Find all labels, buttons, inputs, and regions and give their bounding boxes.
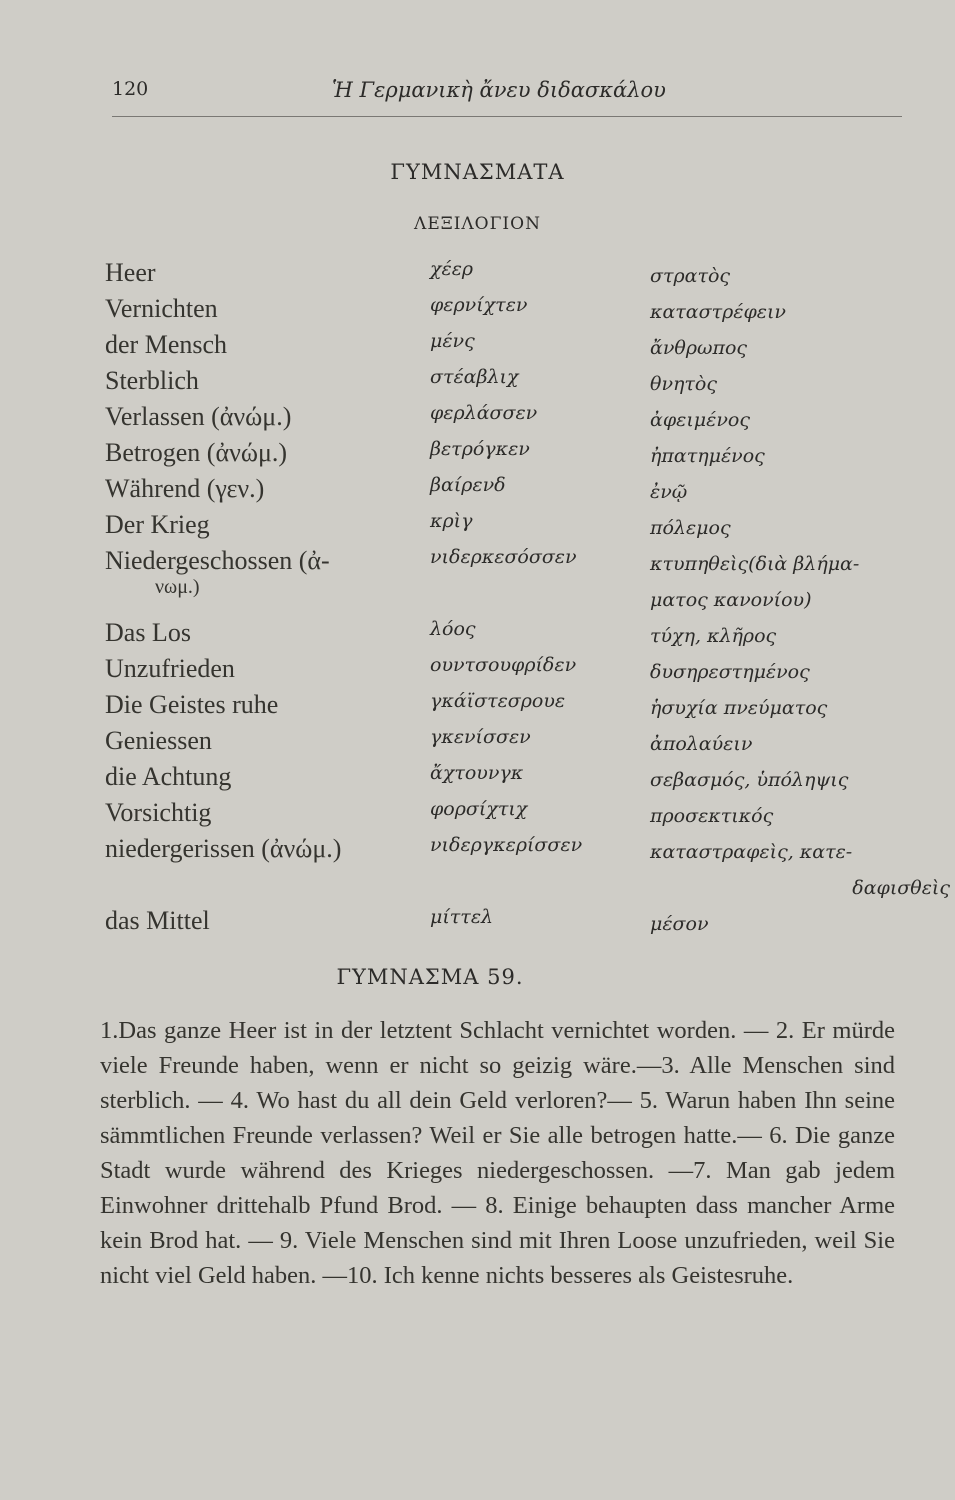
page-header (112, 78, 902, 108)
pronunciation: φερλάσσεν (430, 402, 538, 424)
pronunciation: ουντσουφρίδεν (430, 654, 577, 676)
vocab-row (105, 834, 950, 906)
exercise-title: ΓΥΜΝΑΣΜΑ 59. (336, 965, 524, 989)
pronunciation: μένς (430, 330, 475, 352)
vocab-row (105, 546, 905, 618)
german-word: Vorsichtig (105, 798, 212, 827)
greek-meaning: ἠπατημένος (650, 445, 765, 467)
german-word (105, 546, 330, 599)
greek-meaning: ἐνῷ (650, 481, 688, 503)
greek-meaning: τύχη, κλῆρος (650, 625, 777, 647)
german-word-line: Niedergeschossen (ἀ- (105, 546, 330, 575)
greek-meaning: δυσηρεστημένος (650, 661, 810, 683)
subsection-title: ΛΕΞΙΛΟΓΙΟΝ (414, 214, 541, 234)
greek-meaning: προσεκτικός (650, 805, 774, 827)
pronunciation: χέερ (430, 258, 474, 280)
greek-meaning-line: κτυπηθεὶς(διὰ βλήμα- (650, 553, 860, 575)
greek-meaning: ἀπολαύειν (650, 733, 753, 755)
section-title: ΓΥΜΝΑΣΜΑΤΑ (390, 160, 565, 184)
german-word: Der Krieg (105, 510, 210, 539)
german-word: Die Geistes ruhe (105, 690, 279, 719)
german-word: Sterblich (105, 366, 199, 395)
greek-meaning: πόλεμος (650, 517, 731, 539)
pronunciation: νιδερκεσόσσεν (430, 546, 577, 568)
german-word: Geniessen (105, 726, 212, 755)
vocab-row (105, 690, 905, 726)
greek-meaning (650, 834, 950, 906)
vocab-row (105, 438, 905, 474)
vocab-row (105, 762, 905, 798)
greek-meaning-continuation: ματος κανονίου) (650, 589, 812, 611)
greek-meaning: θνητὸς (650, 373, 717, 395)
greek-meaning: ἀφειμένος (650, 409, 750, 431)
exercise-text: 1.Das ganze Heer ist in der letztent Schlacht vernichtet worden. — 2. Er mürde viele Freunde haben, wenn er nicht so geizig wäre.—3. Alle Menschen sind sterblich. — 4. Wo hast du all dein Geld verloren?— 5. Warun haben Ihn seine sämmtlichen Freunde verlassen? Weil er Sie alle betrogen hatte.— 6. Die ganze Stadt wurde während des Krieges niedergeschossen. —7. Man gab jedem Einwohner drittehalb Pfund Brod. — 8. Einige behaupten dass mancher Arme kein Brod hat. — 9. Viele Menschen sind mit Ihren Loose unzufrieden, weil Sie nicht viel Geld haben. —10. Ich kenne nichts besseres als Geistesruhe. (100, 1017, 895, 1289)
german-word: der Mensch (105, 330, 228, 359)
vocab-row (105, 366, 905, 402)
german-word: Vernichten (105, 294, 218, 323)
running-title: Ἡ Γερμανικὴ ἄνευ διδασκάλου (332, 78, 666, 102)
greek-meaning-line: καταστραφεὶς, κατε- (650, 841, 853, 863)
greek-meaning: στρατὸς (650, 265, 731, 287)
page-number: 120 (112, 78, 149, 100)
vocabulary-list (105, 258, 950, 942)
vocab-row (105, 798, 905, 834)
pronunciation: μίττελ (430, 906, 494, 928)
pronunciation: λόος (430, 618, 476, 640)
german-word-continuation: νωμ.) (155, 576, 200, 598)
german-word: Verlassen (ἀνώμ.) (105, 402, 292, 431)
greek-meaning: μέσον (650, 913, 709, 935)
german-word: das Mittel (105, 906, 210, 935)
german-word: Während (γεν.) (105, 474, 265, 503)
greek-meaning-continuation: δαφισθεὶς (852, 877, 950, 899)
greek-meaning (650, 546, 859, 618)
vocab-row (105, 510, 905, 546)
greek-meaning: σεβασμός, ὑπόληψις (650, 769, 849, 791)
pronunciation: βαίρενδ (430, 474, 506, 496)
pronunciation: φορσίχτιχ (430, 798, 528, 820)
pronunciation: γκενίσσεν (430, 726, 531, 748)
german-word: niedergerissen (ἀνώμ.) (105, 834, 342, 863)
vocab-row (105, 654, 905, 690)
german-word: Heer (105, 258, 156, 287)
vocab-row (105, 330, 905, 366)
vocab-row (105, 294, 905, 330)
pronunciation: φερνίχτεν (430, 294, 528, 316)
german-word: die Achtung (105, 762, 232, 791)
greek-meaning: καταστρέφειν (650, 301, 786, 323)
vocab-row (105, 402, 905, 438)
vocab-row (105, 618, 905, 654)
greek-meaning: ἄνθρωπος (650, 337, 748, 359)
german-word: Das Los (105, 618, 191, 647)
pronunciation: γκάϊστεσρουε (430, 690, 566, 712)
vocab-row (105, 258, 905, 294)
german-word: Betrogen (ἀνώμ.) (105, 438, 288, 467)
vocab-row (105, 726, 905, 762)
pronunciation: ἄχτουνγκ (430, 762, 524, 784)
pronunciation: στέαβλιχ (430, 366, 519, 388)
pronunciation: κρὶγ (430, 510, 473, 532)
pronunciation: νιδεργκερίσσεν (430, 834, 583, 856)
german-word: Unzufrieden (105, 654, 235, 683)
pronunciation: βετρόγκεν (430, 438, 530, 460)
vocab-row (105, 474, 905, 510)
vocab-row (105, 906, 905, 942)
greek-meaning: ἡσυχία πνεύματος (650, 697, 828, 719)
header-rule (112, 116, 902, 117)
